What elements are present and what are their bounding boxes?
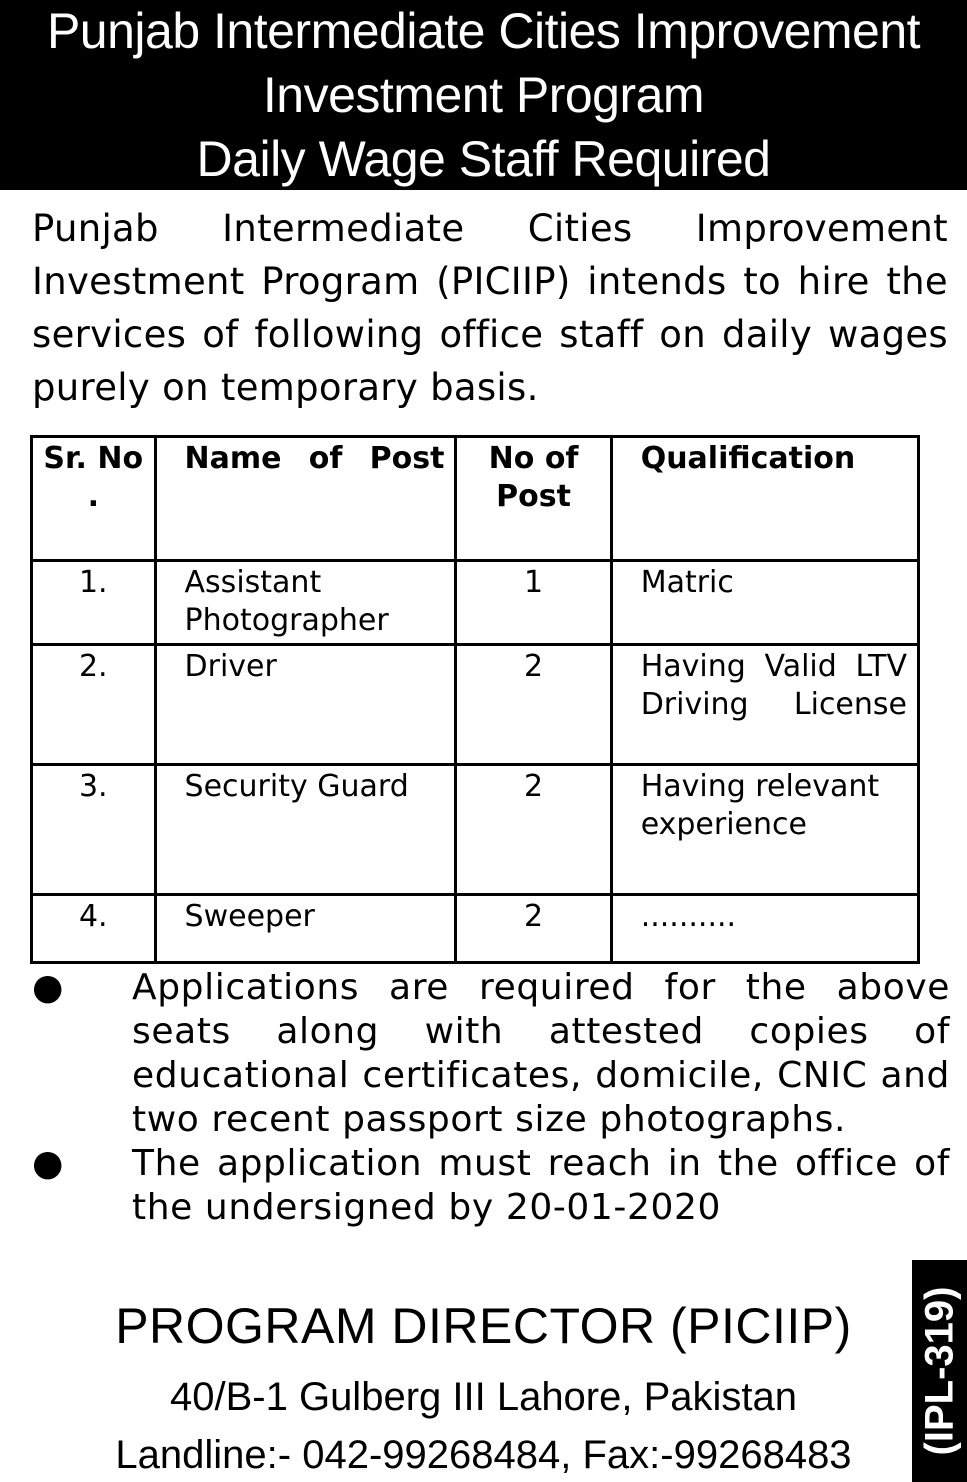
row-sr: 3. <box>32 765 156 895</box>
header-title-line-1: Punjab Intermediate Cities Improvement <box>46 3 921 59</box>
row-post: Assistant Photographer <box>155 561 456 645</box>
bullet-text: The application must reach in the office of the undersigned by 20-01-2020 <box>132 1143 950 1228</box>
footer-title: PROGRAM DIRECTOR (PICIIP) <box>115 1298 852 1354</box>
footer-address: 40/B-1 Gulberg III Lahore, Pakistan <box>169 1375 798 1419</box>
header-qualification: Qualification <box>611 437 918 561</box>
row-qualification: Having Valid LTV Driving License <box>611 645 918 765</box>
intro-paragraph: Punjab Intermediate Cities Improvement Investment Program (PICIIP) intends to hire the services of following office staff on daily wages purely on temporary basis. <box>32 207 948 409</box>
row-count: 2 <box>456 895 611 963</box>
table-header-row <box>32 437 919 561</box>
row-sr: 2. <box>32 645 156 765</box>
list-item <box>30 1142 950 1230</box>
table-row <box>32 895 919 963</box>
header-no-of-post: No of Post <box>456 437 611 561</box>
header-title-line-3: Daily Wage Staff Required <box>196 131 771 187</box>
list-item <box>30 966 950 1142</box>
header-title-line-2: Investment Program <box>262 67 705 123</box>
row-sr: 1. <box>32 561 156 645</box>
row-qualification: Having relevant experience <box>611 765 918 895</box>
row-post: Sweeper <box>155 895 456 963</box>
row-post: Security Guard <box>155 765 456 895</box>
table-row <box>32 765 919 895</box>
bullet-icon: ● <box>32 967 65 1008</box>
table-row <box>32 561 919 645</box>
posts-table <box>30 435 920 964</box>
header-name-of-post: Name of Post <box>155 437 456 561</box>
row-post: Driver <box>155 645 456 765</box>
row-count: 2 <box>456 765 611 895</box>
bullet-list <box>30 966 950 1230</box>
row-count: 1 <box>456 561 611 645</box>
row-count: 2 <box>456 645 611 765</box>
bullet-icon: ● <box>32 1143 65 1184</box>
footer-contact: Landline:- 042-99268484, Fax:-99268483 <box>115 1433 852 1477</box>
header-sr-no: Sr. No . <box>32 437 156 561</box>
row-sr: 4. <box>32 895 156 963</box>
table-row <box>32 645 919 765</box>
row-qualification: Matric <box>611 561 918 645</box>
reference-code: (IPL-319) <box>917 1286 962 1456</box>
reference-badge <box>912 1260 967 1482</box>
header-banner <box>0 0 967 190</box>
bullet-text: Applications are required for the above seats along with attested copies of educational certificates, domicile, CNIC and two recent passport size photographs. <box>132 967 950 1140</box>
row-qualification: .......... <box>611 895 918 963</box>
